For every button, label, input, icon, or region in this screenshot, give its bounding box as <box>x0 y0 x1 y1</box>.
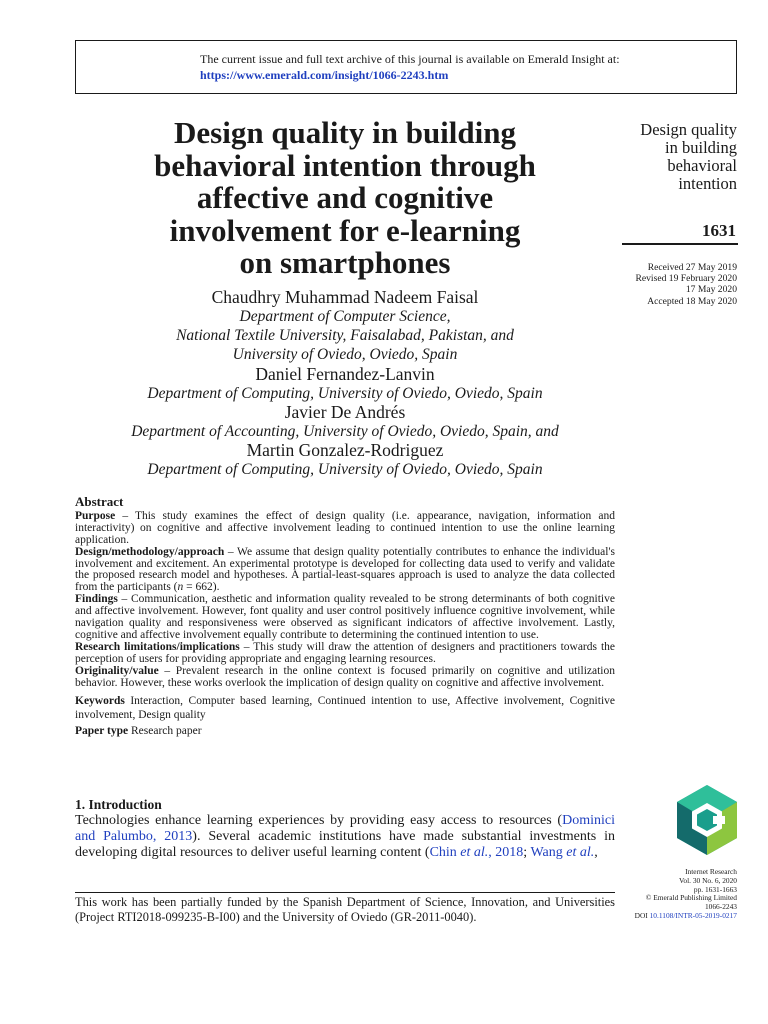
submission-dates <box>577 262 737 307</box>
title-line: Design quality in building <box>174 115 516 150</box>
abstract-purpose <box>75 511 615 547</box>
page-number: 1631 <box>702 221 736 240</box>
author-name: Javier De Andrés <box>284 402 406 422</box>
author-affiliation: Department of Computing, University of Oviedo, Oviedo, Spain <box>147 461 543 478</box>
author-1 <box>75 287 615 364</box>
journal-info <box>597 868 737 921</box>
author-name: Martin Gonzalez-Rodriguez <box>246 440 444 460</box>
method-label: Design/methodology/approach <box>75 545 225 558</box>
access-text: The current issue and full text archive of this journal is available on Emerald Insight at: <box>200 52 620 66</box>
limitations-label: Research limitations/implications <box>75 640 240 653</box>
date-accepted: Accepted 18 May 2020 <box>647 295 737 307</box>
abstract-method <box>75 547 615 595</box>
author-affiliation: Department of Computer Science, <box>239 308 451 325</box>
findings-label: Findings <box>75 593 118 606</box>
title-line: involvement for e-learning <box>169 212 521 248</box>
abstract-findings <box>75 594 615 642</box>
date-revised-2: 17 May 2020 <box>685 284 737 296</box>
originality-text: – Prevalent research in the online context is focused primarily on cognitive and utilization behavior. However, these works overlook the implication of design quality on cognitive and affective involvement. <box>75 664 615 689</box>
journal-access-box <box>75 40 737 94</box>
paper-type-label: Paper type <box>75 724 129 737</box>
abstract-limitations <box>75 642 615 666</box>
paper-type-text: Research paper <box>128 724 202 737</box>
introduction-body <box>75 813 615 861</box>
date-revised: Revised 19 February 2020 <box>635 273 737 285</box>
citation-etal: et al. <box>460 845 489 860</box>
citation-link[interactable] <box>530 845 594 860</box>
citation-year: , 2018 <box>488 845 524 860</box>
emerald-logo <box>675 783 739 857</box>
limitations-text: – This study will draw the attention of designers and practitioners towards the perception of users for providing appropriate and engaging learning resources. <box>75 640 616 665</box>
journal-url-link[interactable]: https://www.emerald.com/insight/1066-2243.htm <box>200 68 449 82</box>
funding-footnote: This work has been partially funded by the Spanish Department of Science, Innovation, and Universities (Project RTI2018-099235-B-I00) and the University of Oviedo (GR-2011-0040). <box>75 895 615 924</box>
abstract-keywords <box>75 694 615 723</box>
journal-publisher: © Emerald Publishing Limited <box>645 893 737 903</box>
doi-link[interactable]: 10.1108/INTR-05-2019-0217 <box>649 910 737 920</box>
author-4 <box>75 440 615 479</box>
doi-label: DOI <box>634 910 650 920</box>
method-text: – We assume that design quality potentially contributes to enhance the individual's involvement and excitement. An experimental prototype is developed for collecting data used to verify and validate the proposed research model and hypotheses. A partial-least-squares approach is used to analyze the data collected from the participants ( <box>75 545 615 594</box>
running-title-line: in building <box>665 138 737 157</box>
author-2 <box>75 364 615 403</box>
findings-text: – Communication, aesthetic and information quality revealed to be strong determinants of both cognitive and affective involvement. However, font quality and user control positively influence cognitive involvement, while navigation quality and responsiveness were observed as significant indicators of affective involvement. Lastly, cognitive and affective involvement equally contribute to determining the continued intention to use. <box>75 593 615 641</box>
intro-text: , <box>594 845 598 860</box>
intro-text: ). Several academic institutions have made substantial investments in developing digital resources to deliver useful learning content ( <box>75 829 616 860</box>
citation-author: Wang <box>530 845 567 860</box>
citation-link[interactable]: Dominici and Palumbo, 2013 <box>75 813 615 844</box>
method-n: n <box>177 581 184 594</box>
journal-doi <box>597 912 737 921</box>
journal-issn: 1066-2243 <box>704 902 737 912</box>
author-affiliation: Department of Accounting, University of Oviedo, Oviedo, Spain, and <box>131 423 559 440</box>
intro-text: ; <box>523 845 531 860</box>
intro-text: Technologies enhance learning experiences by providing easy access to resources ( <box>75 813 563 828</box>
keywords-label: Keywords <box>75 694 125 707</box>
running-title <box>587 121 737 193</box>
running-title-line: Design quality <box>640 120 737 139</box>
title-line: on smartphones <box>239 245 451 280</box>
author-affiliation: University of Oviedo, Oviedo, Spain <box>232 346 458 363</box>
keywords-text: Interaction, Computer based learning, Continued intention to use, Affective involvement, Cognitive involvement, Design quality <box>75 694 615 721</box>
introduction-heading: 1. Introduction <box>75 797 162 812</box>
abstract-originality <box>75 666 615 690</box>
footnote-rule <box>75 892 615 893</box>
method-tail: = 662). <box>183 581 220 594</box>
running-title-line: behavioral <box>667 156 737 175</box>
author-3 <box>75 402 615 441</box>
journal-volume: Vol. 30 No. 6, 2020 <box>679 875 737 885</box>
author-affiliation: National Textile University, Faisalabad, Pakistan, and <box>176 327 514 344</box>
page-number-rule <box>622 243 738 245</box>
journal-pages: pp. 1631-1663 <box>693 884 737 894</box>
author-name: Daniel Fernandez-Lanvin <box>255 364 435 384</box>
journal-name: Internet Research <box>685 867 737 876</box>
running-title-line: intention <box>678 174 737 193</box>
citation-link[interactable] <box>430 845 524 860</box>
purpose-text: – This study examines the effect of design quality (i.e. appearance, navigation, information and interactivity) on cognitive and affective involvement leading to continued intention to use the online learning application. <box>75 509 615 546</box>
emerald-logo-icon <box>675 783 739 857</box>
abstract-heading: Abstract <box>75 494 124 509</box>
purpose-label: Purpose <box>75 509 116 522</box>
citation-etal: et al. <box>566 845 595 860</box>
date-received: Received 27 May 2019 <box>647 262 737 273</box>
abstract <box>75 496 615 737</box>
abstract-paper-type <box>75 726 615 738</box>
title-line: behavioral intention through <box>154 147 536 183</box>
author-name: Chaudhry Muhammad Nadeem Faisal <box>211 287 479 307</box>
originality-label: Originality/value <box>75 664 159 677</box>
paper-title <box>75 117 615 280</box>
citation-author: Chin <box>429 845 461 860</box>
title-line: affective and cognitive <box>196 180 494 215</box>
author-affiliation: Department of Computing, University of Oviedo, Oviedo, Spain <box>147 385 543 402</box>
